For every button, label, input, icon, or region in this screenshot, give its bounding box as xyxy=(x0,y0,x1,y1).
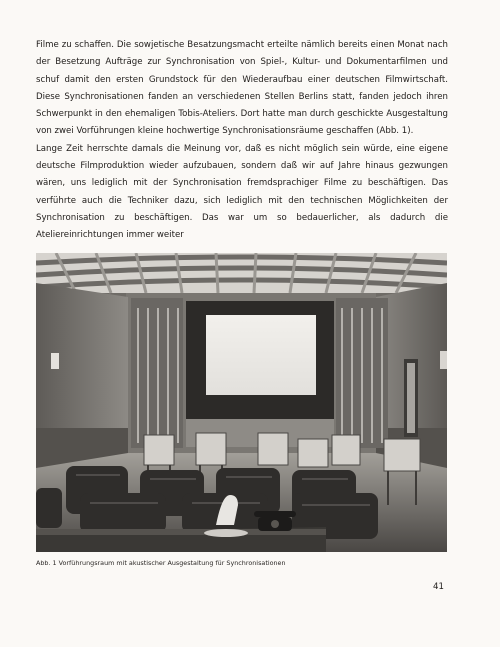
page-number: 41 xyxy=(433,582,444,592)
paragraph-1: Filme zu schaffen. Die sowjetische Besatzungsmacht erteilte nämlich bereits einen Monat nach der Besetzung Aufträge zur Synchronisation von Spiel-, Kultur- und Dokumentarfilmen und schuf damit den ersten Grundstock für den Wiederaufbau einer deutschen Filmwirtschaft. Diese Synchronisationen fanden an verschiedenen Stellen Berlins statt, fanden jedoch ihren Schwerpunkt in den ehemaligen Tobis-Ateliers. Dort hatte man durch geschickte Ausgestaltung von zwei Vorführungen kleine hochwertige Synchronisationsräume geschaffen (Abb. 1). xyxy=(36,40,448,137)
screening-room-photo xyxy=(36,253,447,552)
body-text xyxy=(36,37,448,245)
paragraph-2: Lange Zeit herrschte damals die Meinung vor, daß es nicht möglich sein würde, eine eigene deutsche Filmproduktion wieder aufzubauen, sondern daß wir auf Jahre hinaus gezwungen wären, uns lediglich mit der Synchronisation fremdsprachiger Filme zu beschäftigen. Das verführte auch die Techniker dazu, sich lediglich mit den technischen Möglichkeiten der Synchronisation zu beschäftigen. Das war um so bedauerlicher, als dadurch die Ateliereinrichtungen immer weiter xyxy=(36,143,448,241)
figure-caption: Abb. 1 Vorführungsraum mit akustischer Ausgestaltung für Synchronisationen xyxy=(36,559,286,567)
